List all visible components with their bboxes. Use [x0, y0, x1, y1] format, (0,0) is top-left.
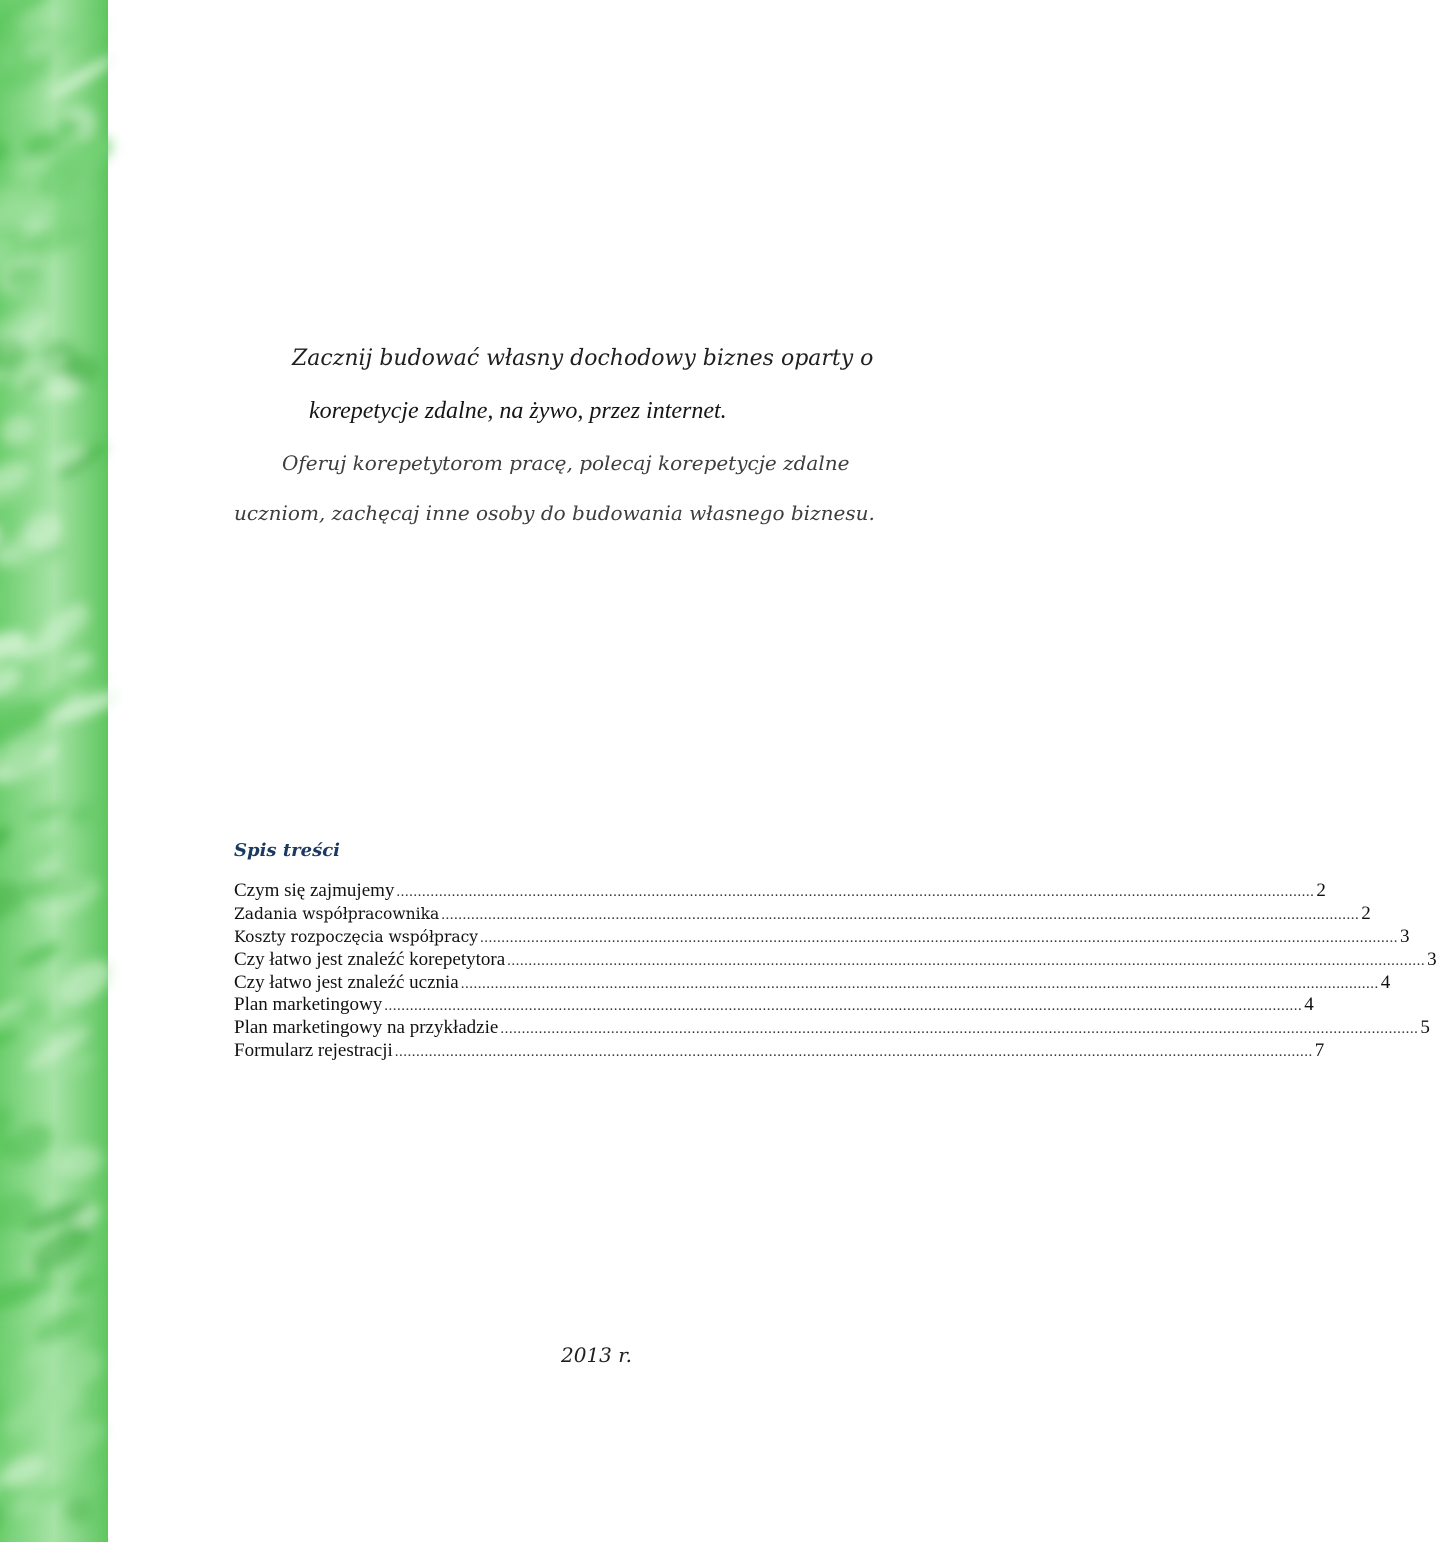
toc-entry[interactable]: [234, 925, 1410, 949]
toc-leader-dots: [507, 950, 1425, 973]
toc-leader-dots: [396, 881, 1314, 904]
toc-entry-page: 5: [1420, 1017, 1430, 1039]
toc-entry-label: Koszty rozpoczęcia współpracy: [234, 927, 479, 946]
toc-entry-page: 4: [1304, 994, 1314, 1016]
toc-entry[interactable]: [234, 880, 1326, 903]
toc-entry-page: 2: [1316, 880, 1326, 901]
toc-entry[interactable]: [234, 971, 1391, 995]
toc-entry[interactable]: [234, 1017, 1430, 1040]
intro-line-4: uczniom, zachęcaj inne osoby do budowania własnego biznesu.: [234, 501, 875, 525]
toc-entry[interactable]: [234, 1040, 1325, 1063]
intro-line-3: Oferuj korepetytorom pracę, polecaj korepetycje zdalne: [282, 451, 850, 475]
toc-entry-label: Czy łatwo jest znaleźć korepetytora: [234, 948, 506, 970]
toc-list: [234, 880, 1437, 1063]
intro-line-2: korepetycje zdalne, na żywo, przez internet.: [309, 398, 727, 424]
toc-entry-label: Zadania współpracownika: [234, 904, 440, 923]
intro-line-1: Zacznij budować własny dochodowy biznes oparty o: [292, 346, 874, 371]
toc-title: Spis treści: [234, 840, 341, 861]
toc-entry-label: Czym się zajmujemy: [234, 880, 395, 901]
toc-leader-dots: [395, 1041, 1313, 1064]
toc-entry[interactable]: [234, 948, 1437, 972]
toc-leader-dots: [500, 1018, 1418, 1041]
toc-entry-page: 4: [1380, 971, 1391, 993]
document-year: 2013 r.: [561, 1343, 632, 1367]
toc-entry-page: 7: [1314, 1040, 1325, 1062]
toc-leader-dots: [441, 904, 1359, 927]
toc-leader-dots: [384, 995, 1302, 1018]
toc-entry-page: 3: [1427, 948, 1437, 970]
toc-entry-label: Czy łatwo jest znaleźć ucznia: [234, 971, 459, 993]
toc-entry-page: 2: [1361, 902, 1371, 924]
toc-entry-label: Formularz rejestracji: [234, 1040, 393, 1062]
toc-entry[interactable]: [234, 902, 1371, 926]
toc-entry-label: Plan marketingowy: [234, 994, 383, 1016]
toc-entry[interactable]: [234, 994, 1314, 1017]
toc-leader-dots: [480, 927, 1398, 950]
toc-entry-label: Plan marketingowy na przykładzie: [234, 1017, 499, 1039]
toc-leader-dots: [461, 973, 1379, 996]
toc-entry-page: 3: [1400, 925, 1410, 947]
